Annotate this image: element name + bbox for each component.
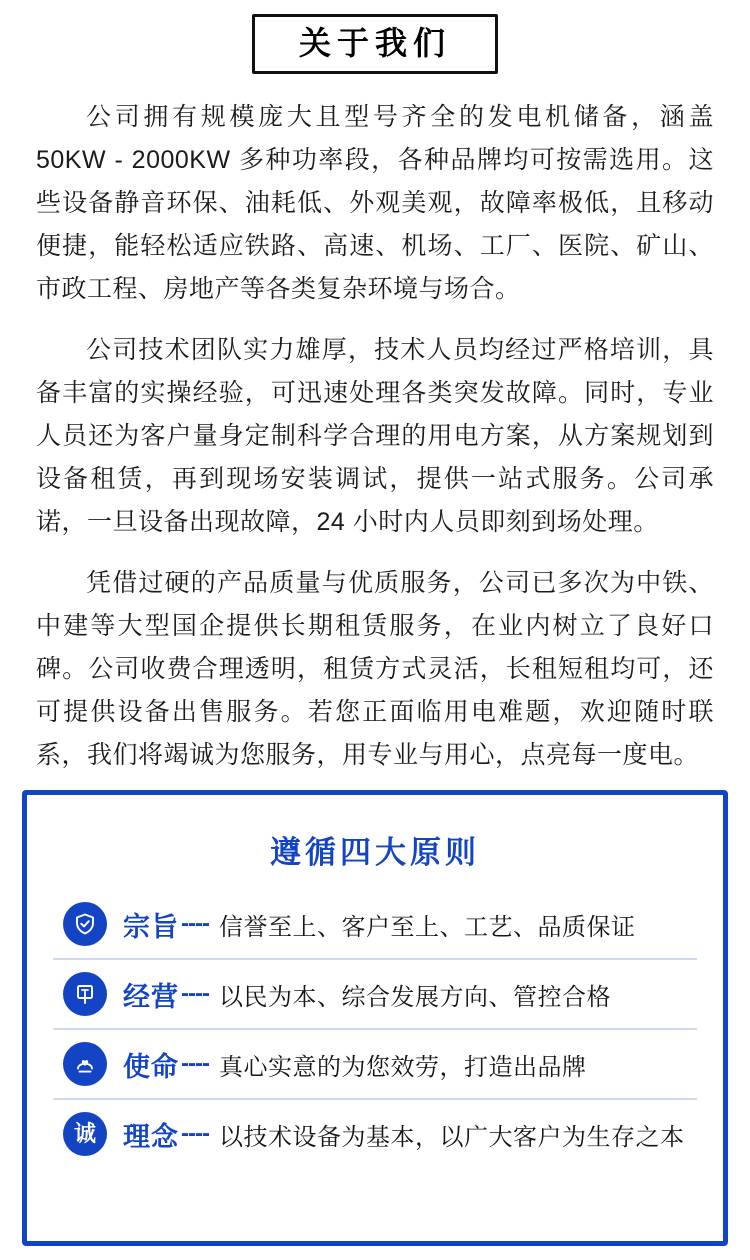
about-paragraph-2: 公司技术团队实力雄厚，技术人员均经过严格培训，具备丰富的实操经验，可迅速处理各类突发故障。同时，专业人员还为客户量身定制科学合理的用电方案，从方案规划到设备租赁，再到现场安装调试，提供一站式服务。公司承诺，一旦设备出现故障，24 小时内人员即刻到场处理。 <box>36 336 714 536</box>
principle-label: 理念 <box>123 1121 179 1152</box>
shield-icon <box>63 902 107 946</box>
principles-panel <box>22 790 728 1246</box>
principles-title: 遵循四大原则 <box>270 835 480 870</box>
principle-label: 宗旨 <box>123 911 179 942</box>
principle-dash: ---- <box>181 1120 209 1147</box>
list-item <box>53 960 697 1030</box>
principle-label: 使命 <box>123 1051 179 1082</box>
principle-description: 以民为本、综合发展方向、管控合格 <box>218 983 611 1011</box>
principle-label: 经营 <box>123 981 179 1012</box>
page-title-wrapper <box>0 0 750 74</box>
list-item <box>53 1030 697 1100</box>
principle-dash: ---- <box>181 910 209 937</box>
cheng-character-glyph: 诚 <box>73 1121 96 1146</box>
principles-list <box>53 890 697 1168</box>
principle-description: 以技术设备为基本，以广大客户为生存之本 <box>218 1123 685 1151</box>
page-title-box <box>252 14 498 74</box>
principle-description: 真心实意的为您效劳，打造出品牌 <box>218 1053 587 1081</box>
principle-dash: ---- <box>181 1050 209 1077</box>
about-paragraph-1: 公司拥有规模庞大且型号齐全的发电机储备，涵盖50KW - 2000KW 多种功率段，各种品牌均可按需选用。这些设备静音环保、油耗低、外观美观，故障率极低，且移动便捷，能轻松适应铁路、高速、机场、工厂、医院、矿山、市政工程、房地产等各类复杂环境与场合。 <box>36 103 714 303</box>
cheng-character-icon <box>63 1112 107 1156</box>
about-paragraph-3: 凭借过硬的产品质量与优质服务，公司已多次为中铁、中建等大型国企提供长期租赁服务，在业内树立了良好口碑。公司收费合理透明，租赁方式灵活，长租短租均可，还可提供设备出售服务。若您正面临用电难题，欢迎随时联系，我们将竭诚为您服务，用专业与用心，点亮每一度电。 <box>36 569 714 769</box>
handshake-heart-icon <box>63 1042 107 1086</box>
list-item <box>53 1100 697 1168</box>
list-item <box>53 890 697 960</box>
flag-icon <box>63 972 107 1016</box>
page-title: 关于我们 <box>298 25 451 61</box>
about-body <box>0 74 750 777</box>
principle-dash: ---- <box>181 980 209 1007</box>
principle-description: 信誉至上、客户至上、工艺、品质保证 <box>218 913 636 941</box>
